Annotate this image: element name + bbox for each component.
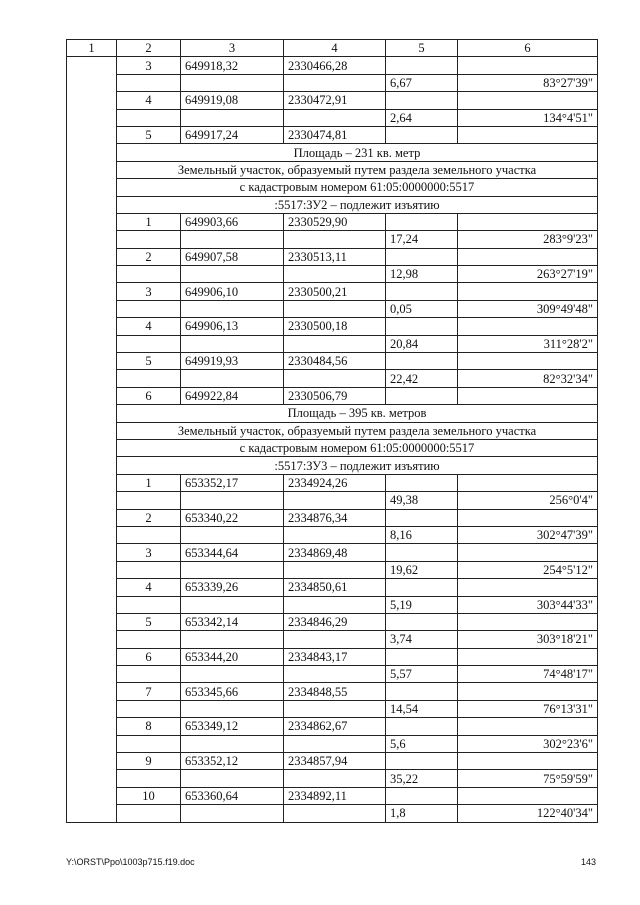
segment-row xyxy=(67,266,598,283)
direction-angle: 254°5'12" xyxy=(458,561,598,578)
area-row xyxy=(67,405,598,422)
coordinate-y: 2330500,21 xyxy=(284,283,386,300)
coordinate-x: 649919,93 xyxy=(181,353,284,370)
segment-length: 0,05 xyxy=(386,300,458,317)
section-title-row xyxy=(67,457,598,474)
empty-cell xyxy=(117,666,181,683)
segment-row xyxy=(67,805,598,822)
empty-cell xyxy=(458,248,598,265)
empty-cell xyxy=(284,335,386,352)
column-header: 2 xyxy=(117,40,181,57)
segment-length: 8,16 xyxy=(386,526,458,543)
empty-cell xyxy=(458,353,598,370)
point-number: 1 xyxy=(117,213,181,230)
direction-angle: 303°44'33" xyxy=(458,596,598,613)
point-number: 4 xyxy=(117,318,181,335)
coordinate-y: 2330472,91 xyxy=(284,92,386,109)
segment-length: 19,62 xyxy=(386,561,458,578)
empty-cell xyxy=(181,805,284,822)
point-number: 3 xyxy=(117,283,181,300)
empty-cell xyxy=(458,92,598,109)
coordinate-x: 653349,12 xyxy=(181,718,284,735)
direction-angle: 83°27'39" xyxy=(458,74,598,91)
section-title-line: Земельный участок, образуемый путем раздела земельного участка xyxy=(117,422,598,439)
empty-cell xyxy=(284,735,386,752)
empty-cell xyxy=(458,648,598,665)
coordinate-x: 653344,20 xyxy=(181,648,284,665)
empty-cell xyxy=(284,231,386,248)
point-row xyxy=(67,318,598,335)
segment-row xyxy=(67,631,598,648)
direction-angle: 283°9'23" xyxy=(458,231,598,248)
coordinate-y: 2334892,11 xyxy=(284,787,386,804)
direction-angle: 263°27'19" xyxy=(458,266,598,283)
coordinate-y: 2334869,48 xyxy=(284,544,386,561)
point-row xyxy=(67,613,598,630)
point-number: 3 xyxy=(117,57,181,74)
section-title-line: :5517:ЗУ3 – подлежит изъятию xyxy=(117,457,598,474)
empty-cell xyxy=(117,300,181,317)
point-number: 5 xyxy=(117,353,181,370)
empty-cell xyxy=(117,805,181,822)
empty-cell xyxy=(458,126,598,143)
empty-cell xyxy=(181,700,284,717)
empty-cell xyxy=(386,92,458,109)
column-header: 5 xyxy=(386,40,458,57)
empty-cell xyxy=(181,231,284,248)
point-row xyxy=(67,353,598,370)
area-text: Площадь – 395 кв. метров xyxy=(117,405,598,422)
segment-row xyxy=(67,492,598,509)
segment-length: 20,84 xyxy=(386,335,458,352)
coordinate-y: 2334850,61 xyxy=(284,579,386,596)
column-number-header-row xyxy=(67,40,598,57)
empty-cell xyxy=(284,526,386,543)
empty-cell xyxy=(386,387,458,404)
empty-cell xyxy=(284,300,386,317)
coordinates-table xyxy=(66,39,598,823)
empty-cell xyxy=(117,370,181,387)
segment-row xyxy=(67,770,598,787)
coordinate-y: 2334857,94 xyxy=(284,753,386,770)
segment-length: 6,67 xyxy=(386,74,458,91)
point-row xyxy=(67,213,598,230)
empty-cell xyxy=(117,631,181,648)
segment-length: 49,38 xyxy=(386,492,458,509)
empty-cell xyxy=(284,109,386,126)
empty-cell xyxy=(386,509,458,526)
direction-angle: 82°32'34" xyxy=(458,370,598,387)
empty-cell xyxy=(284,74,386,91)
empty-cell xyxy=(386,648,458,665)
empty-cell xyxy=(458,544,598,561)
coordinate-x: 653339,26 xyxy=(181,579,284,596)
direction-angle: 256°0'4" xyxy=(458,492,598,509)
coordinate-x: 653345,66 xyxy=(181,683,284,700)
empty-cell xyxy=(458,509,598,526)
column-header: 1 xyxy=(67,40,117,57)
empty-cell xyxy=(386,579,458,596)
segment-length: 35,22 xyxy=(386,770,458,787)
segment-length: 5,19 xyxy=(386,596,458,613)
empty-cell xyxy=(458,474,598,491)
empty-cell xyxy=(458,213,598,230)
empty-cell xyxy=(181,300,284,317)
empty-cell xyxy=(386,787,458,804)
empty-cell xyxy=(117,231,181,248)
empty-cell xyxy=(458,387,598,404)
section-title-row xyxy=(67,161,598,178)
empty-cell xyxy=(386,283,458,300)
segment-row xyxy=(67,526,598,543)
column-header: 6 xyxy=(458,40,598,57)
empty-cell xyxy=(181,266,284,283)
section-title-line: :5517:ЗУ2 – подлежит изъятию xyxy=(117,196,598,213)
segment-length: 1,8 xyxy=(386,805,458,822)
coordinate-x: 653360,64 xyxy=(181,787,284,804)
empty-cell xyxy=(117,596,181,613)
coordinate-y: 2330529,90 xyxy=(284,213,386,230)
empty-cell xyxy=(181,596,284,613)
coordinate-x: 653352,12 xyxy=(181,753,284,770)
coordinate-x: 653340,22 xyxy=(181,509,284,526)
empty-cell xyxy=(386,57,458,74)
empty-cell xyxy=(386,318,458,335)
empty-cell xyxy=(181,735,284,752)
coordinate-x: 649917,24 xyxy=(181,126,284,143)
empty-cell xyxy=(117,492,181,509)
empty-cell xyxy=(386,474,458,491)
coordinate-x: 649922,84 xyxy=(181,387,284,404)
point-number: 1 xyxy=(117,474,181,491)
column-header: 3 xyxy=(181,40,284,57)
point-row xyxy=(67,248,598,265)
empty-cell xyxy=(386,544,458,561)
coordinate-x: 653352,17 xyxy=(181,474,284,491)
coordinate-x: 649903,66 xyxy=(181,213,284,230)
empty-cell xyxy=(181,631,284,648)
empty-cell xyxy=(386,126,458,143)
segment-row xyxy=(67,596,598,613)
empty-cell xyxy=(284,805,386,822)
coordinate-y: 2334862,67 xyxy=(284,718,386,735)
point-row xyxy=(67,283,598,300)
point-row xyxy=(67,683,598,700)
section-title-row xyxy=(67,439,598,456)
empty-cell xyxy=(458,787,598,804)
empty-cell xyxy=(181,370,284,387)
direction-angle: 75°59'59" xyxy=(458,770,598,787)
point-row xyxy=(67,57,598,74)
empty-cell xyxy=(458,318,598,335)
empty-cell xyxy=(386,718,458,735)
segment-row xyxy=(67,666,598,683)
coordinate-y: 2334843,17 xyxy=(284,648,386,665)
point-number: 2 xyxy=(117,509,181,526)
segment-length: 22,42 xyxy=(386,370,458,387)
spanning-column-cell xyxy=(67,57,117,822)
empty-cell xyxy=(284,266,386,283)
point-number: 3 xyxy=(117,544,181,561)
empty-cell xyxy=(284,666,386,683)
point-row xyxy=(67,126,598,143)
direction-angle: 122°40'34" xyxy=(458,805,598,822)
empty-cell xyxy=(117,735,181,752)
empty-cell xyxy=(386,753,458,770)
empty-cell xyxy=(284,700,386,717)
page-number: 143 xyxy=(580,857,596,867)
point-number: 5 xyxy=(117,126,181,143)
point-number: 5 xyxy=(117,613,181,630)
direction-angle: 311°28'2" xyxy=(458,335,598,352)
point-number: 9 xyxy=(117,753,181,770)
coordinate-y: 2330513,11 xyxy=(284,248,386,265)
coordinate-x: 649906,10 xyxy=(181,283,284,300)
coordinate-y: 2330506,79 xyxy=(284,387,386,404)
segment-row xyxy=(67,735,598,752)
coordinate-x: 649918,32 xyxy=(181,57,284,74)
direction-angle: 74°48'17" xyxy=(458,666,598,683)
coordinate-y: 2334876,34 xyxy=(284,509,386,526)
segment-row xyxy=(67,231,598,248)
area-text: Площадь – 231 кв. метр xyxy=(117,144,598,161)
direction-angle: 309°49'48" xyxy=(458,300,598,317)
point-row xyxy=(67,579,598,596)
point-number: 8 xyxy=(117,718,181,735)
point-number: 6 xyxy=(117,648,181,665)
segment-length: 3,74 xyxy=(386,631,458,648)
section-title-line: с кадастровым номером 61:05:0000000:5517 xyxy=(117,439,598,456)
empty-cell xyxy=(181,666,284,683)
direction-angle: 302°23'6" xyxy=(458,735,598,752)
empty-cell xyxy=(181,109,284,126)
coordinate-y: 2330500,18 xyxy=(284,318,386,335)
segment-row xyxy=(67,700,598,717)
section-title-line: Земельный участок, образуемый путем раздела земельного участка xyxy=(117,161,598,178)
direction-angle: 303°18'21" xyxy=(458,631,598,648)
point-row xyxy=(67,474,598,491)
point-number: 6 xyxy=(117,387,181,404)
column-header: 4 xyxy=(284,40,386,57)
segment-length: 5,6 xyxy=(386,735,458,752)
segment-length: 2,64 xyxy=(386,109,458,126)
segment-length: 14,54 xyxy=(386,700,458,717)
empty-cell xyxy=(181,526,284,543)
point-row xyxy=(67,544,598,561)
empty-cell xyxy=(386,248,458,265)
direction-angle: 302°47'39" xyxy=(458,526,598,543)
empty-cell xyxy=(458,753,598,770)
empty-cell xyxy=(458,613,598,630)
empty-cell xyxy=(117,109,181,126)
coordinate-x: 649907,58 xyxy=(181,248,284,265)
file-path: Y:\ORST\Ppo\1003p715.f19.doc xyxy=(66,857,195,867)
empty-cell xyxy=(386,613,458,630)
point-row xyxy=(67,787,598,804)
segment-row xyxy=(67,370,598,387)
empty-cell xyxy=(284,596,386,613)
empty-cell xyxy=(117,561,181,578)
empty-cell xyxy=(458,283,598,300)
direction-angle: 76°13'31" xyxy=(458,700,598,717)
empty-cell xyxy=(284,770,386,787)
empty-cell xyxy=(386,213,458,230)
empty-cell xyxy=(117,266,181,283)
empty-cell xyxy=(458,718,598,735)
point-number: 2 xyxy=(117,248,181,265)
empty-cell xyxy=(386,353,458,370)
segment-row xyxy=(67,561,598,578)
point-number: 7 xyxy=(117,683,181,700)
direction-angle: 134°4'51" xyxy=(458,109,598,126)
empty-cell xyxy=(181,561,284,578)
section-title-row xyxy=(67,179,598,196)
point-number: 4 xyxy=(117,92,181,109)
empty-cell xyxy=(458,57,598,74)
point-row xyxy=(67,648,598,665)
segment-length: 5,57 xyxy=(386,666,458,683)
coordinate-y: 2334848,55 xyxy=(284,683,386,700)
section-title-row xyxy=(67,196,598,213)
empty-cell xyxy=(181,770,284,787)
empty-cell xyxy=(386,683,458,700)
coordinate-y: 2330474,81 xyxy=(284,126,386,143)
coordinate-y: 2330466,28 xyxy=(284,57,386,74)
empty-cell xyxy=(117,74,181,91)
empty-cell xyxy=(458,683,598,700)
point-row xyxy=(67,92,598,109)
area-row xyxy=(67,144,598,161)
empty-cell xyxy=(284,561,386,578)
empty-cell xyxy=(458,579,598,596)
point-row xyxy=(67,387,598,404)
coordinate-x: 649906,13 xyxy=(181,318,284,335)
point-number: 4 xyxy=(117,579,181,596)
coordinate-y: 2334846,29 xyxy=(284,613,386,630)
empty-cell xyxy=(284,492,386,509)
coordinate-x: 649919,08 xyxy=(181,92,284,109)
empty-cell xyxy=(284,631,386,648)
segment-row xyxy=(67,109,598,126)
point-row xyxy=(67,718,598,735)
segment-row xyxy=(67,335,598,352)
empty-cell xyxy=(117,335,181,352)
coordinate-y: 2330484,56 xyxy=(284,353,386,370)
coordinate-x: 653342,14 xyxy=(181,613,284,630)
point-row xyxy=(67,509,598,526)
point-row xyxy=(67,753,598,770)
empty-cell xyxy=(284,370,386,387)
empty-cell xyxy=(117,526,181,543)
empty-cell xyxy=(117,770,181,787)
segment-row xyxy=(67,74,598,91)
section-title-row xyxy=(67,422,598,439)
empty-cell xyxy=(181,74,284,91)
segment-length: 12,98 xyxy=(386,266,458,283)
coordinate-y: 2334924,26 xyxy=(284,474,386,491)
empty-cell xyxy=(181,335,284,352)
segment-length: 17,24 xyxy=(386,231,458,248)
section-title-line: с кадастровым номером 61:05:0000000:5517 xyxy=(117,179,598,196)
empty-cell xyxy=(117,700,181,717)
empty-cell xyxy=(181,492,284,509)
point-number: 10 xyxy=(117,787,181,804)
segment-row xyxy=(67,300,598,317)
coordinate-x: 653344,64 xyxy=(181,544,284,561)
